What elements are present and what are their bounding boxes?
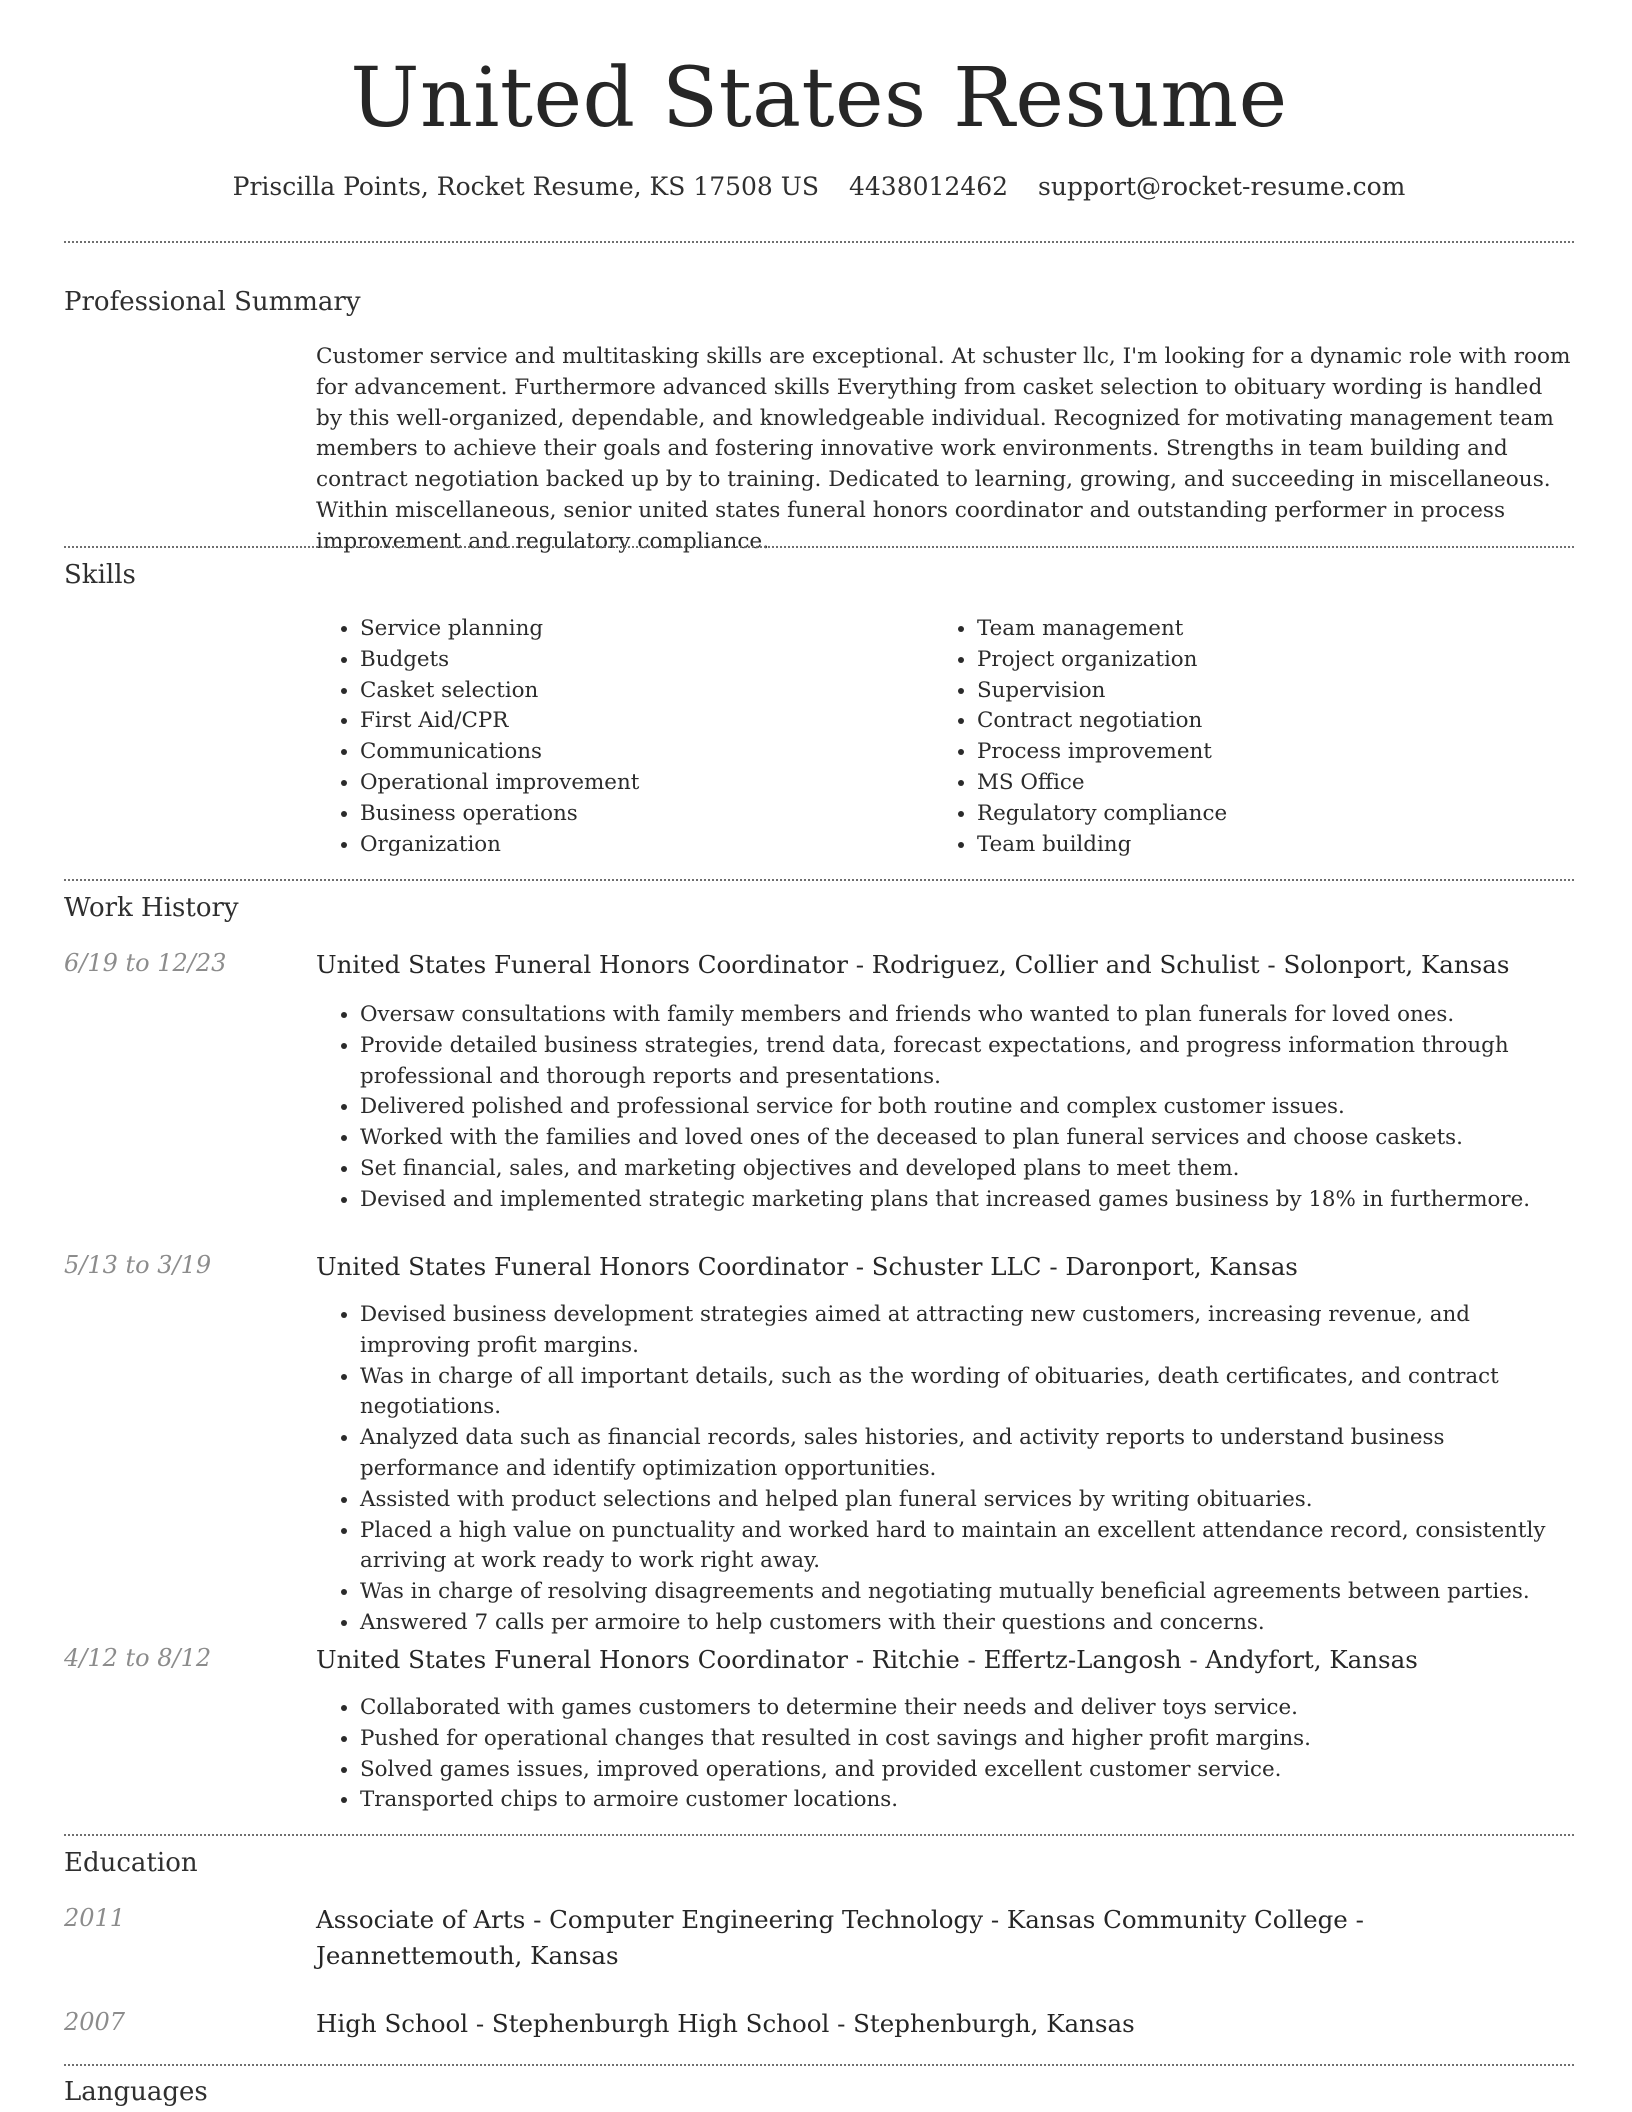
list-item: • Service planning <box>360 614 876 645</box>
list-item: • Organization <box>360 830 876 861</box>
list-item: • Assisted with product selections and helped plan funeral services by writing obituaries. <box>360 1485 1574 1516</box>
education-year: 2007 <box>64 2008 126 2036</box>
job-bullets <box>316 1300 1574 1639</box>
education-entry: High School - Stephenburgh High School - Stephenburgh, Kansas <box>316 2009 1135 2038</box>
list-item: • Operational improvement <box>360 768 876 799</box>
list-item: • Oversaw consultations with family members and friends who wanted to plan funerals for loved ones. <box>360 1000 1574 1031</box>
job-bullets <box>316 1000 1574 1216</box>
list-item: • Pushed for operational changes that resulted in cost savings and higher profit margins. <box>360 1724 1574 1755</box>
list-item: • Devised business development strategies aimed at attracting new customers, increasing revenue, and improving profit margins. <box>360 1300 1574 1362</box>
section-divider <box>64 2064 1574 2066</box>
list-item: • Was in charge of all important details, such as the wording of obituaries, death certificates, and contract negotiations. <box>360 1362 1574 1424</box>
job-dates: 6/19 to 12/23 <box>64 949 227 977</box>
list-item: • Team management <box>977 614 1493 645</box>
list-item: • Contract negotiation <box>977 706 1493 737</box>
job-dates: 4/12 to 8/12 <box>64 1644 212 1672</box>
contact-address: Priscilla Points, Rocket Resume, KS 17508 US <box>232 172 819 201</box>
list-item: • MS Office <box>977 768 1493 799</box>
languages-heading: Languages <box>64 2077 208 2107</box>
list-item: • Project organization <box>977 645 1493 676</box>
list-item: • Placed a high value on punctuality and worked hard to maintain an excellent attendance record, consistently arriving at work ready to work right away. <box>360 1516 1574 1578</box>
job-title: United States Funeral Honors Coordinator - Ritchie - Effertz-Langosh - Andyfort, Kansas <box>316 1645 1418 1674</box>
list-item: • Answered 7 calls per armoire to help customers with their questions and concerns. <box>360 1608 1574 1639</box>
list-item: • Solved games issues, improved operations, and provided excellent customer service. <box>360 1755 1574 1786</box>
contact-email: support@rocket-resume.com <box>1038 172 1406 201</box>
summary-heading: Professional Summary <box>64 287 361 317</box>
section-divider <box>64 241 1574 243</box>
list-item: • Casket selection <box>360 676 876 707</box>
list-item: • Delivered polished and professional service for both routine and complex customer issues. <box>360 1092 1574 1123</box>
list-item: • Analyzed data such as financial records, sales histories, and activity reports to understand business performance and identify optimization opportunities. <box>360 1423 1574 1485</box>
section-divider <box>64 546 1574 548</box>
job-title: United States Funeral Honors Coordinator - Schuster LLC - Daronport, Kansas <box>316 1252 1298 1281</box>
section-divider <box>64 879 1574 881</box>
page-title: United States Resume <box>350 51 1288 146</box>
summary-text: Customer service and multitasking skills are exceptional. At schuster llc, I'm looking for a dynamic role with room for advancement. Furthermore advanced skills Everything from casket selection to obituary wording is handled by this well-organized, dependable, and knowledgeable individual. Recognized for motivating management team members to achieve their goals and fostering innovative work environments. Strengths in team building and contract negotiation backed up by to training. Dedicated to learning, growing, and succeeding in miscellaneous. Within miscellaneous, senior united states funeral honors coordinator and outstanding performer in process improvement and regulatory compliance. <box>316 344 1571 554</box>
education-heading: Education <box>64 1848 198 1878</box>
list-item: • Communications <box>360 737 876 768</box>
list-item: • Process improvement <box>977 737 1493 768</box>
work-heading: Work History <box>64 893 239 923</box>
list-item: • First Aid/CPR <box>360 706 876 737</box>
list-item: • Devised and implemented strategic marketing plans that increased games business by 18% in furthermore. <box>360 1185 1574 1216</box>
list-item: • Worked with the families and loved ones of the deceased to plan funeral services and choose caskets. <box>360 1123 1574 1154</box>
contact-phone: 4438012462 <box>848 172 1009 201</box>
education-entry: Associate of Arts - Computer Engineering Technology - Kansas Community College - Jeannettemouth, Kansas <box>316 1905 1364 1970</box>
list-item: • Transported chips to armoire customer locations. <box>360 1785 1574 1816</box>
list-item: • Regulatory compliance <box>977 799 1493 830</box>
list-item: • Supervision <box>977 676 1493 707</box>
skills-list-right <box>933 614 1493 860</box>
list-item: • Collaborated with games customers to determine their needs and deliver toys service. <box>360 1693 1574 1724</box>
contact-line <box>64 172 1574 201</box>
list-item: • Provide detailed business strategies, trend data, forecast expectations, and progress information through professional and thorough reports and presentations. <box>360 1031 1574 1093</box>
list-item: • Was in charge of resolving disagreements and negotiating mutually beneficial agreements between parties. <box>360 1577 1574 1608</box>
list-item: • Team building <box>977 830 1493 861</box>
list-item: • Set financial, sales, and marketing objectives and developed plans to meet them. <box>360 1154 1574 1185</box>
job-bullets <box>316 1693 1574 1816</box>
section-divider <box>64 1834 1574 1836</box>
education-year: 2011 <box>64 1904 126 1932</box>
job-dates: 5/13 to 3/19 <box>64 1251 212 1279</box>
list-item: • Business operations <box>360 799 876 830</box>
resume-header <box>64 51 1574 201</box>
skills-list-left <box>316 614 876 860</box>
list-item: • Budgets <box>360 645 876 676</box>
skills-heading: Skills <box>64 560 136 590</box>
job-title: United States Funeral Honors Coordinator - Rodriguez, Collier and Schulist - Solonport, Kansas <box>316 950 1510 979</box>
